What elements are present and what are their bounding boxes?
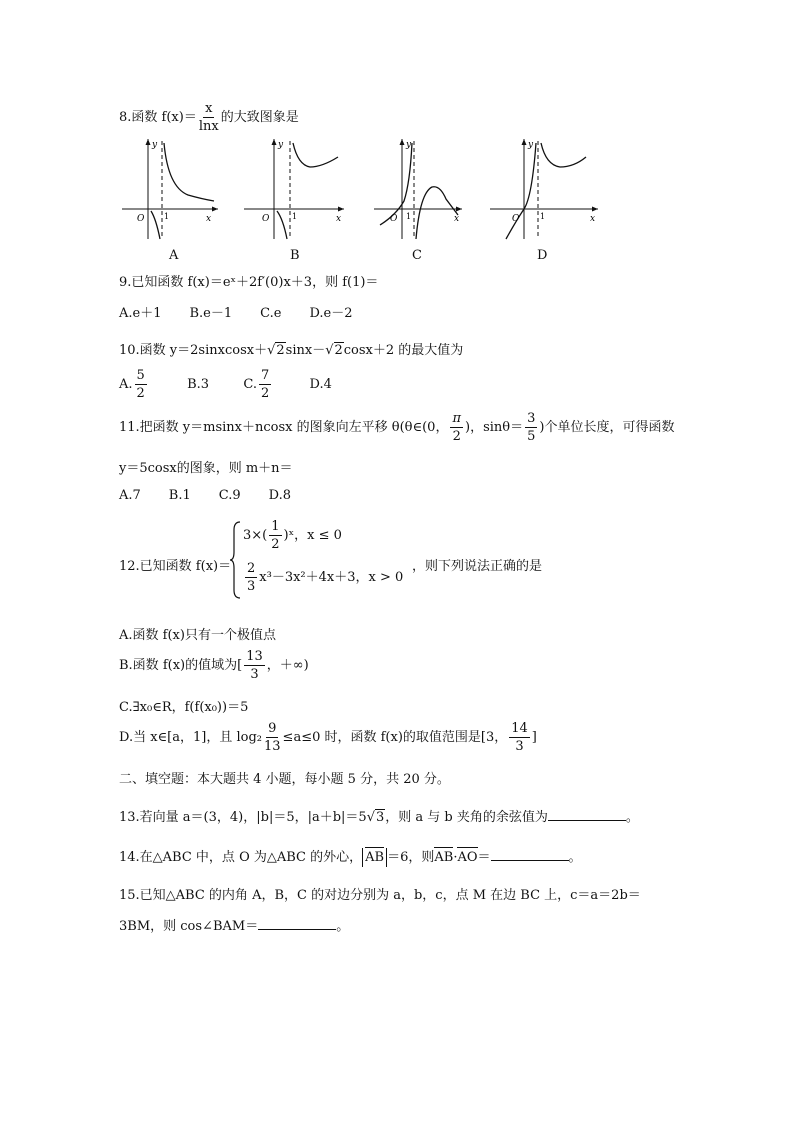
q13-text-1: 13.若向量 a＝(3，4)，|b|＝5，|a＋b|＝5 — [119, 810, 367, 825]
q14-vector-ao: AO — [457, 850, 478, 865]
question-8-stem — [119, 102, 299, 133]
q10-sqrt-2: √2 — [325, 343, 343, 358]
graph-b-x-label: x — [336, 214, 342, 224]
q12-option-b — [119, 650, 309, 681]
q11-text-2: )，sinθ＝ — [465, 420, 524, 435]
q12-option-d-mid: ≤a≤0 时，函数 f(x)的取值范围是[3， — [282, 730, 508, 745]
graph-b — [240, 135, 348, 243]
q8-den: lnx — [198, 119, 219, 134]
q15-end: 。 — [336, 919, 350, 934]
q14-text-3: ＝ — [477, 850, 491, 865]
q8-prefix: 8.函数 f(x)＝ — [119, 110, 197, 125]
q12-case-2-b: x³－3x²＋4x＋3，x > 0 — [259, 570, 404, 585]
graph-d-y-label: y — [528, 140, 534, 150]
question-13 — [119, 806, 639, 825]
q8-suffix: 的大致图象是 — [220, 110, 299, 125]
q10-option-a-num: 5 — [136, 368, 145, 383]
q12-option-b-post: ，＋∞) — [266, 658, 309, 673]
q11-two: 2 — [452, 429, 461, 444]
graph-d-label: D — [537, 248, 548, 263]
q14-answer-blank[interactable] — [491, 848, 569, 861]
question-9-stem: 9.已知函数 f(x)＝eˣ＋2f′(0)x＋3，则 f(1)＝ — [119, 275, 379, 290]
q8-num: x — [205, 101, 213, 116]
q10-option-c-num: 7 — [260, 368, 270, 383]
q12-case-2 — [243, 562, 403, 593]
graph-a-x-label: x — [206, 214, 212, 224]
question-14 — [119, 846, 582, 865]
q12-case-1-b: )ˣ，x ≤ 0 — [283, 528, 342, 543]
q12-case-2-num: 2 — [247, 561, 256, 576]
q12-option-d-pre: D.当 x∈[a，1]，且 log₂ — [119, 730, 262, 745]
q11-pi: π — [452, 411, 461, 426]
graph-c — [370, 135, 466, 243]
q12-option-d-post: ] — [531, 730, 537, 745]
q10-option-a — [119, 368, 149, 401]
q10-option-a-label: A. — [119, 377, 133, 392]
q10-option-d: D.4 — [309, 377, 332, 392]
graph-a-one: 1 — [164, 212, 170, 221]
q13-answer-blank[interactable] — [548, 808, 626, 821]
q12-option-d-den2: 3 — [515, 739, 524, 754]
q10-option-c-den: 2 — [260, 386, 270, 401]
q10-text-2: sinx－ — [285, 343, 326, 358]
q11-option-a: A.7 — [119, 488, 141, 503]
q11-text-3: )个单位长度，可得函数 — [539, 420, 675, 435]
graph-d — [486, 135, 602, 243]
q9-option-c: C.e — [260, 306, 282, 321]
question-10-options — [119, 369, 332, 400]
q12-option-a: A.函数 f(x)只有一个极值点 — [119, 628, 276, 643]
q10-option-a-den: 2 — [136, 386, 145, 401]
q12-option-d — [119, 722, 537, 753]
graph-a-y-label: y — [152, 140, 158, 150]
q11-option-c: C.9 — [218, 488, 241, 503]
question-11-stem — [119, 412, 674, 443]
q11-sin-den: 5 — [527, 429, 536, 444]
q14-abs-ab — [362, 848, 387, 867]
q11-text-1: 11.把函数 y＝msinx＋ncosx 的图象向左平移 θ(θ∈(0， — [119, 420, 449, 435]
q9-option-d: D.e－2 — [309, 306, 353, 321]
graph-b-y-label: y — [278, 140, 284, 150]
q10-option-c — [243, 368, 273, 401]
q13-text-2: ，则 a 与 b 夹角的余弦值为 — [385, 810, 548, 825]
graph-d-x-label: x — [590, 214, 596, 224]
graph-c-origin: O — [390, 214, 398, 224]
q14-vector-ab-2: AB — [434, 850, 454, 865]
q11-pi-fraction — [450, 412, 463, 443]
q12-option-d-num: 9 — [268, 721, 277, 736]
q11-sin-num: 3 — [527, 411, 536, 426]
q15-text: 3BM，则 cos∠BAM＝ — [119, 919, 259, 934]
q12-case-1-num: 1 — [271, 519, 280, 534]
q13-sqrt-value: 3 — [376, 810, 385, 825]
graph-c-label: C — [412, 248, 422, 263]
question-11-options — [119, 488, 319, 503]
graph-b-origin: O — [262, 214, 270, 224]
question-11-line2: y＝5cosx的图象，则 m＋n＝ — [119, 461, 293, 476]
q10-sqrt-1-value: 2 — [276, 343, 285, 358]
q14-text-1: 14.在△ABC 中，点 O 为△ABC 的外心， — [119, 850, 363, 865]
q12-case-1-a: 3×( — [243, 528, 268, 543]
q11-option-b: B.1 — [168, 488, 191, 503]
q12-option-c: C.∃x₀∈R，f(f(x₀))＝5 — [119, 700, 249, 715]
q11-sin-fraction — [525, 412, 537, 443]
section-2-heading: 二、填空题：本大题共 4 小题，每小题 5 分，共 20 分。 — [119, 772, 450, 787]
q12-suffix: ，则下列说法正确的是 — [412, 559, 543, 574]
graph-a-origin: O — [137, 214, 145, 224]
q10-text-1: 10.函数 y＝2sinxcosx＋ — [119, 343, 268, 358]
graph-a — [118, 135, 222, 243]
graph-b-one: 1 — [292, 212, 298, 221]
graph-c-y-label: y — [406, 140, 412, 150]
q12-option-b-den: 3 — [250, 667, 259, 682]
q11-option-d: D.8 — [268, 488, 292, 503]
q14-end: 。 — [568, 850, 582, 865]
q14-text-2: ＝6，则 — [387, 850, 435, 865]
q12-case-1-den: 2 — [271, 537, 280, 552]
graph-c-one: 1 — [406, 212, 412, 221]
question-15-line1: 15.已知△ABC 的内角 A，B，C 的对边分别为 a，b，c，点 M 在边 BC 上，c＝a＝2b＝ — [119, 888, 641, 903]
graph-b-label: B — [290, 248, 300, 263]
graph-a-label: A — [169, 248, 179, 263]
q12-option-d-den: 13 — [264, 739, 281, 754]
q10-sqrt-1: √2 — [267, 343, 285, 358]
graph-d-one: 1 — [540, 212, 546, 221]
q8-fraction — [199, 102, 219, 133]
q10-option-b: B.3 — [187, 377, 210, 392]
question-9-options — [119, 302, 381, 321]
q12-case-1 — [243, 520, 342, 551]
graph-c-x-label: x — [454, 214, 460, 224]
q9-option-b: B.e－1 — [189, 306, 233, 321]
q12-case-2-den: 3 — [247, 579, 256, 594]
q12-prefix: 12.已知函数 f(x)＝ — [119, 559, 232, 574]
question-10-stem — [119, 339, 463, 358]
q13-sqrt: √3 — [366, 810, 385, 825]
q12-option-b-num: 13 — [246, 649, 263, 664]
q12-brace — [230, 520, 242, 600]
graph-d-origin: O — [512, 214, 520, 224]
q12-option-d-num2: 14 — [511, 721, 528, 736]
q9-option-a: A.e＋1 — [119, 306, 162, 321]
q12-option-b-pre: B.函数 f(x)的值域为[ — [119, 658, 243, 673]
q15-answer-blank[interactable] — [258, 917, 336, 930]
q14-dot: · — [453, 850, 458, 865]
q14-vector-ab: AB — [365, 850, 385, 865]
q10-option-c-label: C. — [243, 377, 257, 392]
q10-text-3: cosx＋2 的最大值为 — [343, 343, 464, 358]
q13-end: 。 — [625, 810, 639, 825]
q10-sqrt-2-value: 2 — [334, 343, 343, 358]
question-15-line2 — [119, 915, 349, 934]
